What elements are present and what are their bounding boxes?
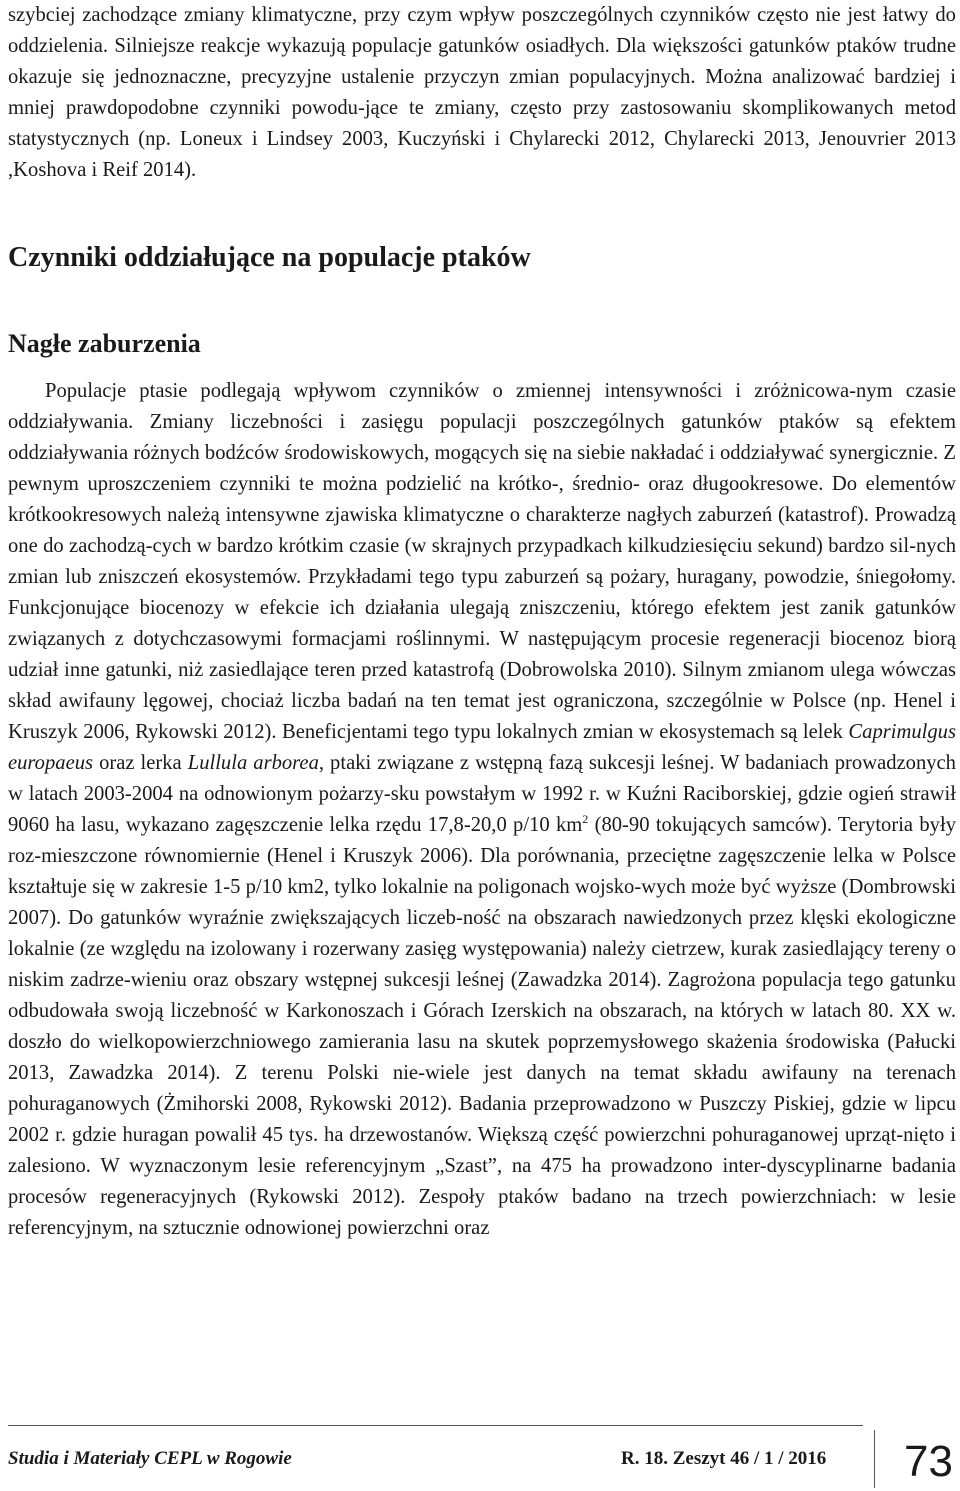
text-line: lęgowej, chociaż liczba badań na ten temat jest ograniczona, szczególnie w Polsce (np. Henel [143,690,943,712]
text-line: lelka w Polsce kształtuje się w zakresie 1-5 p/10 km2, tylko lokalnie na poligonach wojsko- [8,845,956,898]
intro-paragraph [8,0,956,186]
text-line: sukcesji leśnej. W badaniach prowadzonych w latach 2003-2004 na odnowionym pożarzy- [8,752,956,805]
text-line: którego efektem jest zanik gatunków związanych z dotychczasowymi formacjami roślinnymi. [8,597,956,650]
text-fragment: oraz lerka [93,752,188,774]
text-line: nych zmian lub zniszczeń ekosystemów. Przykładami tego typu zaburzeń są pożary, huragany, [8,535,957,588]
text-line: większości gatunków ptaków trudne okazuje się jednoznaczne, precyzyjne ustalenie przyczyn [8,35,956,88]
issue-info: R. 18. Zeszyt 46 / 1 / 2016 [621,1448,827,1469]
text-line: i Kruszyk 2006, Rykowski 2012). Beneficjentami tego typu lokalnych zmian w ekosystemach [8,690,956,743]
text-line: wiele jest danych na temat składu awifauny na terenach pohuraganowych (Żmihorski 2008, [8,1062,956,1115]
text-line: W następującym procesie regeneracji biocenoz biorą udział inne gatunki, niż zasiedlające [8,628,956,681]
text-line: jące te zmiany, często przy zastosowaniu skomplikowanych metod statystycznych (np. Loneux [8,97,956,150]
text-fragment: , ptaki związane z wstępną fazą [318,752,583,774]
species-name: Lullula arborea [187,752,319,774]
text-line: i rozerwany zasięg występowania) należy cietrzew, kurak zasiedlający tereny o niskim zadrze- [8,938,956,991]
superscript: 2 [582,812,589,827]
text-line: ptaków są efektem oddziaływania różnych bodźców środowiskowych, mogących się na siebie [8,411,956,464]
text-line: nakładać i oddziaływać synergicznie. Z pewnym uproszczeniem czynniki te można podzielić [8,442,956,495]
text-line: mieszczone równomiernie (Henel i Kruszyk 2006). Dla porównania, przeciętne zagęszczenie [41,845,826,867]
footer-vertical-divider [874,1430,875,1488]
text-line: sku powstałym w 1992 r. w Kuźni Raciborskiej, gdzie ogień strawił 9060 ha lasu, wykazano [8,783,956,836]
text-line: powodzie, śniegołomy. Funkcjonujące biocenozy w efekcie ich działania ulegają zniszczeniu, [8,566,956,619]
text-line: Reif 2014). [102,159,197,181]
text-line: teren przed katastrofą (Dobrowolska 2010). Silnym zmianom ulega wówczas skład awifauny [8,659,957,712]
subsection-heading: Nagłe zaburzenia [8,329,201,358]
text-line: na trzech powierzchniach: w lesie referencyjnym, na sztucznie odnowionej powierzchni oraz [8,1186,956,1239]
footer-divider [8,1425,863,1426]
text-line: których w latach 80. XX w. doszło do wielkopowierzchniowego zamierania lasu na skutek [8,1000,956,1053]
text-line: i Lindsey 2003, Kuczyński i Chylarecki 2012, Chylarecki 2013, Jenouvrier 2013 ,Koshova i [8,128,956,181]
text-fragment: (80-90 tokujących samców). Terytoria były roz- [8,814,956,867]
text-fragment: zagęszczenie lelka rzędu 17,8-20,0 p/10 km [215,814,583,836]
text-fragment: są lelek [780,721,849,743]
page-number: 73 [904,1437,953,1486]
text-line: huragan powalił 45 tys. ha drzewostanów. Większą część powierzchni pohuraganowej uprząt- [122,1124,904,1146]
journal-title: Studia i Materiały CEPL w Rogowie [8,1448,292,1469]
text-line: gatunku odbudowała swoją liczebność w Karkonoszach i Górach Izerskich na obszarach, na [8,969,956,1022]
text-line: poprzemysłowego skażenia środowiska (Pałucki 2013, Zawadzka 2014). Z terenu Polski nie- [8,1031,956,1084]
text-line: Rykowski 2012). Badania przeprowadzono w Puszczy Piskiej, gdzie w lipcu 2002 r. gdzie [8,1093,956,1146]
section-heading: Czynniki oddziałujące na populacje ptaków [8,242,531,273]
text-line: szybciej zachodzące zmiany klimatyczne, przy czym wpływ poszczególnych czynników często [8,4,809,26]
text-line: wych może być wyższe (Dombrowski 2007). Do gatunków wyraźnie zwiększających liczeb- [8,876,956,929]
body-paragraph [8,376,956,1244]
text-line: nym czasie oddziaływania. Zmiany liczebności i zasięgu populacji poszczególnych gatunków [8,380,956,433]
text-line: cych w bardzo krótkim czasie (w skrajnych przypadkach kilkudziesięciu sekund) bardzo sil- [152,535,916,557]
text-line: wieniu oraz obszary wstępnej sukcesji leśnej (Zawadzka 2014). Zagrożona populacja tego [130,969,884,991]
text-line: dyscyplinarne badania procesów regeneracyjnych (Rykowski 2012). Zespoły ptaków badano [8,1155,956,1208]
text-line: nięto i zalesiono. W wyznaczonym lesie referencyjnym „Szast”, na 475 ha prowadzono inter- [8,1124,956,1177]
text-line: na krótko-, średnio- oraz długookresowe. Do elementów krótkookresowych należą intensywne [8,473,957,526]
text-line: nie jest łatwy do oddzielenia. Silniejsze reakcje wykazują populacje gatunków osiadłych. Dla [8,4,956,57]
text-line: zmian populacyjnych. Można analizować bardziej i mniej prawdopodobne czynniki powodu- [8,66,956,119]
species-name: Caprimulgus europaeus [8,721,956,774]
text-line: zjawiska klimatyczne o charakterze nagłych zaburzeń (katastrof). Prowadzą one do zachodzą- [8,504,956,557]
text-line: Populacje ptasie podlegają wpływom czynników o zmiennej intensywności i zróżnicowa- [45,380,856,402]
text-line: ność na obszarach nawiedzonych przez klęski ekologiczne lokalnie (ze względu na izolowany [8,907,956,960]
